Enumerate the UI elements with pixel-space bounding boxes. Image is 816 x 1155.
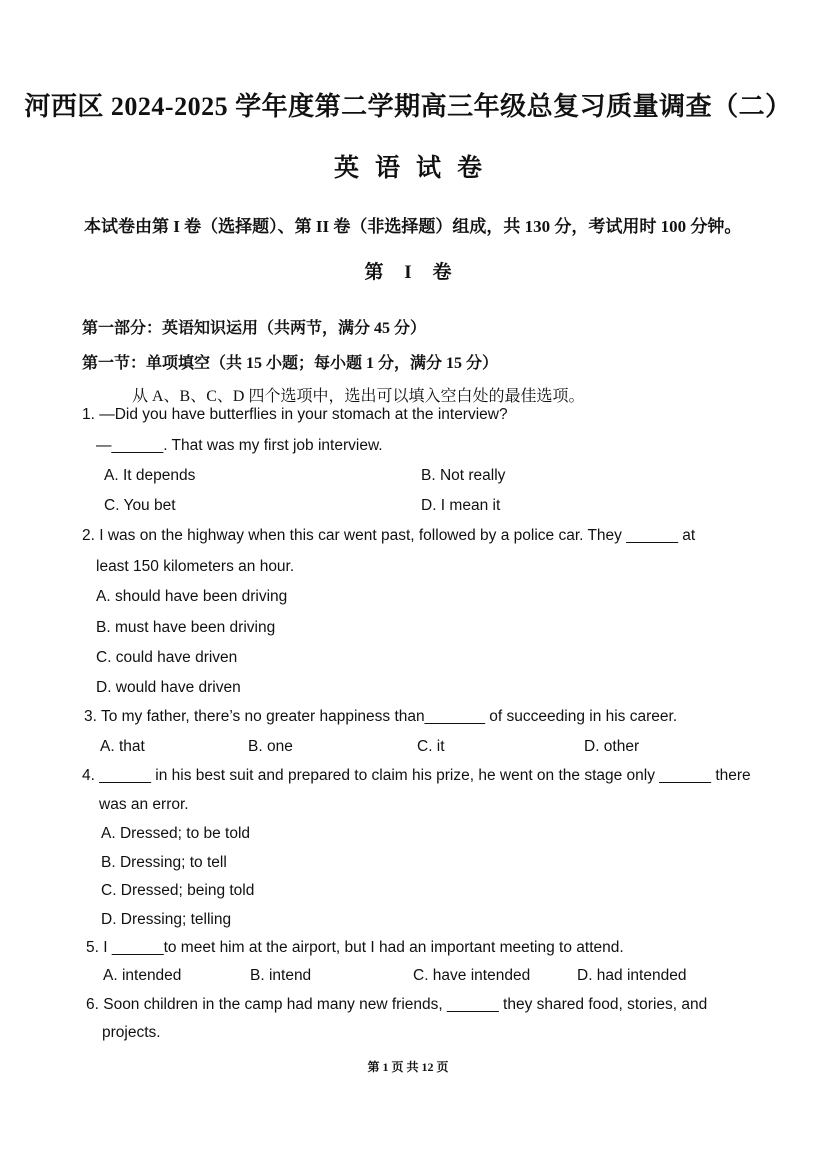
question-stem: 1. —Did you have butterflies in your stomach at the interview? bbox=[82, 406, 508, 423]
option-d[interactable]: D. other bbox=[584, 738, 640, 755]
option-d[interactable]: D. had intended bbox=[577, 967, 687, 984]
option-a[interactable]: A. should have been driving bbox=[96, 588, 288, 605]
exam-title: 河西区 2024-2025 学年度第二学期高三年级总复习质量调查（二） bbox=[24, 92, 792, 121]
question-stem: 3. To my father, there’s no greater happiness than_______ of succeeding in his career. bbox=[84, 708, 678, 725]
option-c[interactable]: C. could have driven bbox=[96, 649, 238, 666]
question-stem-continued: projects. bbox=[102, 1024, 161, 1041]
option-c[interactable]: C. it bbox=[417, 738, 445, 755]
exam-intro: 本试卷由第 I 卷（选择题）、第 II 卷（非选择题）组成，共 130 分，考试用时 100 分钟。 bbox=[84, 217, 742, 236]
question-stem-continued: least 150 kilometers an hour. bbox=[96, 558, 295, 575]
section-instruction: 从 A、B、C、D 四个选项中，选出可以填入空白处的最佳选项。 bbox=[132, 388, 585, 405]
page-footer: 第 1 页 共 12 页 bbox=[367, 1060, 449, 1074]
question-stem-continued: —______. That was my first job interview. bbox=[96, 437, 383, 454]
option-d[interactable]: D. Dressing; telling bbox=[101, 911, 232, 928]
option-b[interactable]: B. Dressing; to tell bbox=[101, 854, 227, 871]
question-stem: 4. ______ in his best suit and prepared to claim his prize, he went on the stage only ______ there bbox=[82, 767, 751, 784]
exam-subtitle: 英语试卷 bbox=[333, 155, 498, 182]
question-stem: 5. I ______to meet him at the airport, but I had an important meeting to attend. bbox=[86, 939, 624, 956]
question-stem-continued: was an error. bbox=[99, 796, 189, 813]
option-b[interactable]: B. intend bbox=[250, 967, 312, 984]
option-a[interactable]: A. It depends bbox=[104, 467, 196, 484]
option-d[interactable]: D. I mean it bbox=[421, 497, 501, 514]
option-b[interactable]: B. one bbox=[248, 738, 293, 755]
question-stem: 6. Soon children in the camp had many new friends, ______ they shared food, stories, and bbox=[86, 996, 708, 1013]
option-c[interactable]: C. have intended bbox=[413, 967, 531, 984]
option-d[interactable]: D. would have driven bbox=[96, 679, 241, 696]
option-a[interactable]: A. that bbox=[100, 738, 145, 755]
volume-heading: 第 I 卷 bbox=[364, 262, 460, 283]
option-c[interactable]: C. Dressed; being told bbox=[101, 882, 255, 899]
subsection-heading: 第一节：单项填空（共 15 小题；每小题 1 分，满分 15 分） bbox=[82, 355, 499, 372]
question-stem: 2. I was on the highway when this car went past, followed by a police car. They ______ at bbox=[82, 527, 696, 544]
option-c[interactable]: C. You bet bbox=[104, 497, 176, 514]
option-a[interactable]: A. Dressed; to be told bbox=[101, 825, 251, 842]
part-heading: 第一部分：英语知识运用（共两节，满分 45 分） bbox=[82, 320, 427, 337]
option-b[interactable]: B. Not really bbox=[421, 467, 506, 484]
option-b[interactable]: B. must have been driving bbox=[96, 619, 276, 636]
option-a[interactable]: A. intended bbox=[103, 967, 182, 984]
